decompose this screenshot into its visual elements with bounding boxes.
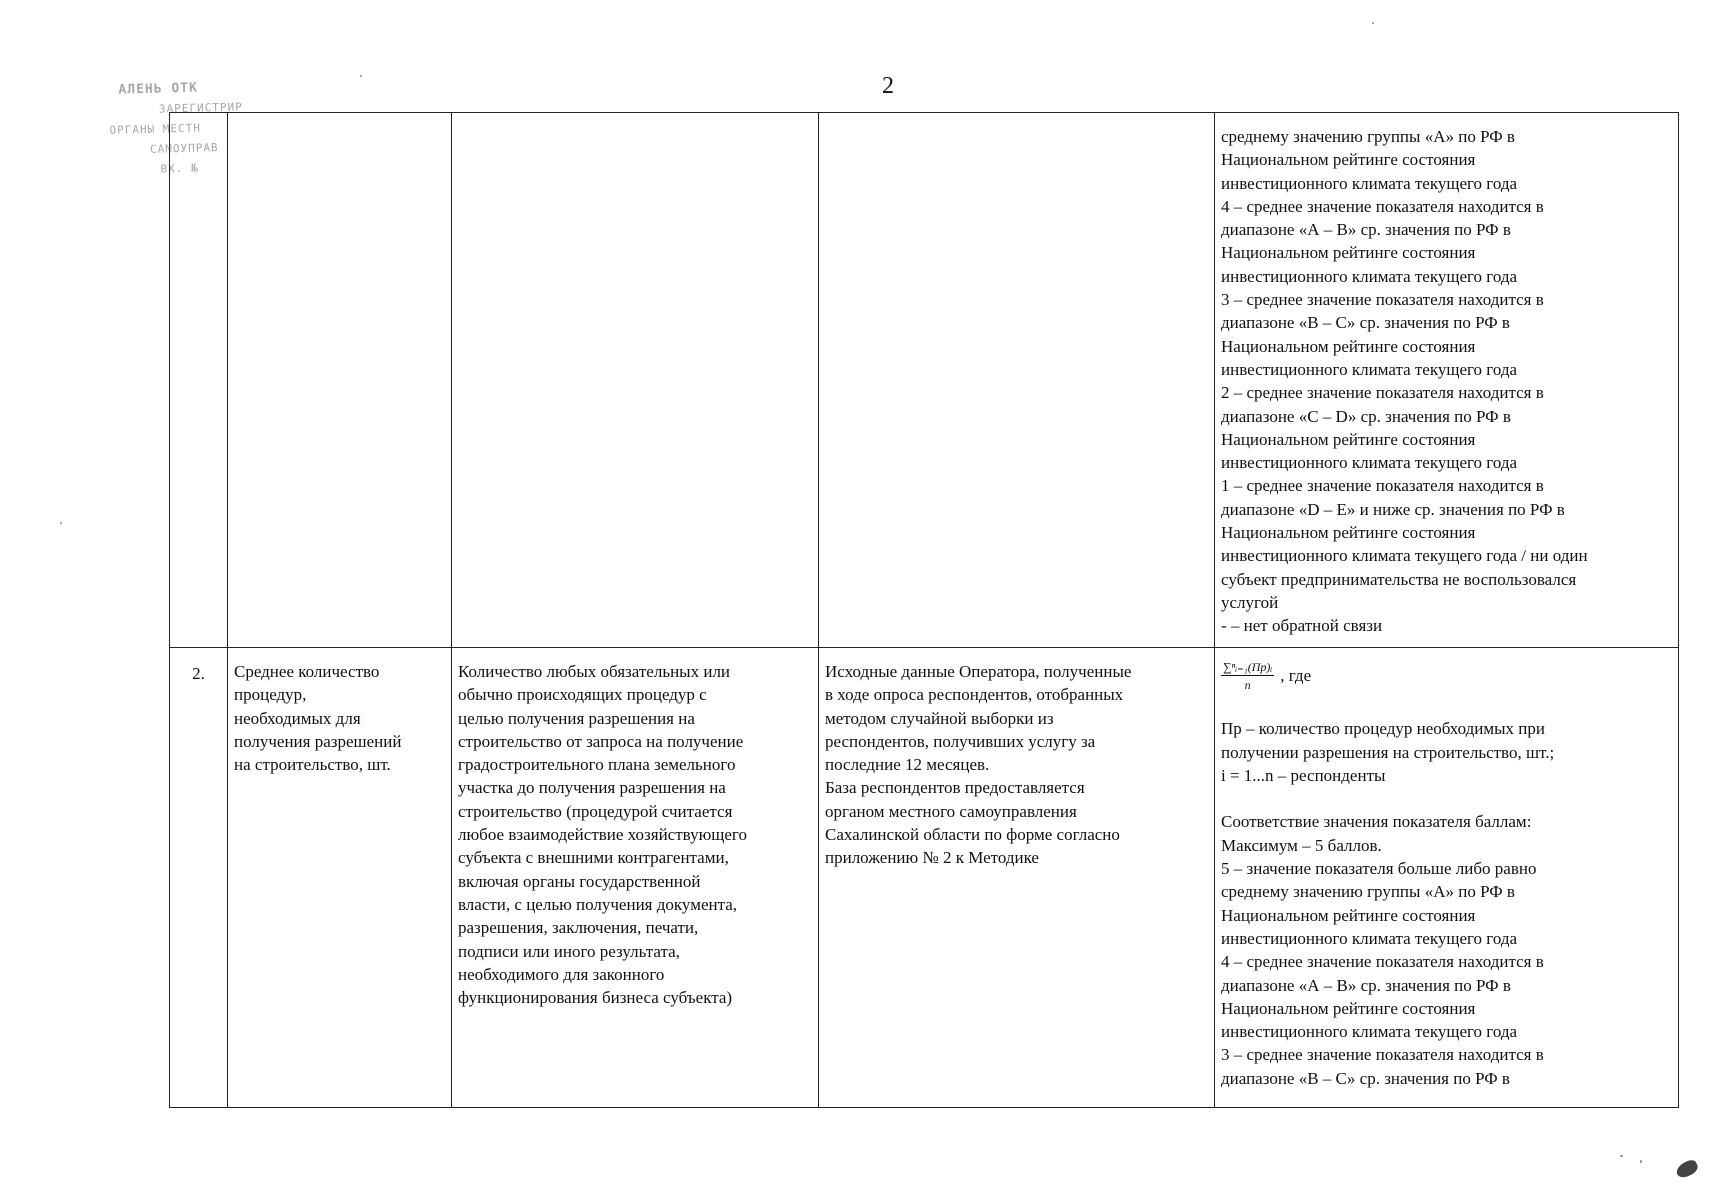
cell-number: [170, 648, 228, 1108]
definition-line: Количество любых обязательных или: [458, 662, 731, 681]
calculation-line: среднему значению группы «А» по РФ в: [1221, 882, 1515, 902]
stamp-line: АЛЕНЬ ОТК: [118, 80, 199, 98]
definition-line: целью получения разрешения на: [458, 708, 695, 728]
calculation-line: получении разрешения на строительство, шт.;: [1221, 742, 1555, 762]
cell-source: [819, 648, 1215, 1108]
calculation-line: 3 – среднее значение показателя находится в: [1221, 1045, 1544, 1065]
definition-line: градостроительного плана земельного: [458, 755, 736, 775]
stamp-line: ЗАРЕГИСТРИР: [158, 100, 243, 116]
source-line: Сахалинской области по форме согласно: [825, 825, 1120, 845]
calculation-line: инвестиционного климата текущего года: [1221, 359, 1518, 379]
definition-line: участка до получения разрешения на: [458, 778, 726, 798]
data-source: [819, 113, 1214, 125]
indicator-name-line: Среднее количество: [234, 662, 380, 681]
formula-denominator: n: [1244, 678, 1251, 692]
cell-number: [170, 113, 228, 648]
cell-name: [228, 113, 452, 648]
calculation-line: i = 1...n – респонденты: [1221, 765, 1386, 785]
calculation-line: диапазоне «D – E» и ниже ср. значения по РФ в: [1221, 499, 1565, 519]
indicator-definition: [452, 113, 818, 125]
scan-speck: [1640, 1160, 1642, 1163]
calculation-text: [1215, 648, 1678, 1090]
source-line: База респондентов предоставляется: [825, 778, 1085, 798]
scan-speck: [1620, 1155, 1623, 1157]
calculation-line: инвестиционного климата текущего года: [1221, 1022, 1518, 1042]
calculation-text: [1215, 113, 1678, 638]
page-number: 2: [882, 73, 894, 99]
formula-fraction: [1221, 660, 1274, 692]
calculation-line: - – нет обратной связи: [1221, 616, 1383, 636]
cell-definition: [452, 113, 819, 648]
definition-line: включая органы государственной: [458, 871, 701, 891]
indicator-name-line: процедур,: [234, 685, 307, 705]
calculation-line: диапазоне «А – В» ср. значения по РФ в: [1221, 220, 1511, 240]
calculation-line: Национальном рейтинге состояния: [1221, 998, 1476, 1018]
calculation-line: инвестиционного климата текущего года: [1221, 173, 1518, 193]
calculation-line: инвестиционного климата текущего года: [1221, 266, 1518, 286]
formula-suffix: , где: [1280, 666, 1312, 686]
calculation-line: инвестиционного климата текущего года: [1221, 453, 1518, 473]
calculation-line: диапазоне «В – С» ср. значения по РФ в: [1221, 313, 1510, 333]
calculation-line: Максимум – 5 баллов.: [1221, 835, 1382, 855]
formula-line: [1221, 660, 1674, 694]
cell-source: [819, 113, 1215, 648]
calculation-line: [1221, 694, 1674, 717]
definition-line: строительство (процедурой считается: [458, 801, 733, 821]
calculation-line: Национальном рейтинге состояния: [1221, 243, 1476, 263]
source-line: органом местного самоуправления: [825, 801, 1077, 821]
definition-line: власти, с целью получения документа,: [458, 894, 738, 914]
ink-blot: [1674, 1158, 1700, 1180]
indicators-table: [169, 112, 1679, 1108]
calculation-line: Национальном рейтинге состояния: [1221, 429, 1476, 449]
calculation-line: диапазоне «С – D» ср. значения по РФ в: [1221, 406, 1511, 426]
source-line: Исходные данные Оператора, полученные: [825, 662, 1132, 681]
data-source: [819, 648, 1214, 870]
calculation-line: Национальном рейтинге состояния: [1221, 523, 1476, 543]
indicator-name-line: получения разрешений: [234, 731, 402, 751]
calculation-line: Национальном рейтинге состояния: [1221, 150, 1476, 170]
row-number: 2.: [192, 664, 205, 683]
definition-line: субъекта с внешними контрагентами,: [458, 848, 729, 868]
indicator-name: [228, 648, 451, 776]
calculation-line: [1221, 787, 1674, 810]
cell-calculation: [1215, 648, 1679, 1108]
calculation-line: инвестиционного климата текущего года: [1221, 928, 1518, 948]
calculation-line: 4 – среднее значение показателя находится в: [1221, 196, 1544, 216]
source-line: приложению № 2 к Методике: [825, 848, 1039, 868]
definition-line: строительство от запроса на получение: [458, 731, 744, 751]
scan-speck: [1372, 22, 1374, 24]
calculation-line: среднему значению группы «А» по РФ в: [1221, 127, 1515, 146]
indicator-name: [228, 113, 451, 125]
formula-numerator: ∑ⁿᵢ₌₁(Пр)ᵢ: [1223, 660, 1273, 674]
cell-calculation: [1215, 113, 1679, 648]
calculation-line: 5 – значение показателя больше либо равно: [1221, 859, 1537, 879]
calculation-line: Национальном рейтинге состояния: [1221, 336, 1476, 356]
calculation-line: диапазоне «А – В» ср. значения по РФ в: [1221, 975, 1511, 995]
calculation-line: Пр – количество процедур необходимых при: [1221, 719, 1545, 739]
calculation-line: 2 – среднее значение показателя находится в: [1221, 383, 1544, 403]
stamp-line: САМОУПРАВ: [149, 141, 219, 156]
calculation-line: 1 – среднее значение показателя находится в: [1221, 476, 1544, 496]
scan-speck: [60, 522, 62, 524]
source-line: последние 12 месяцев.: [825, 755, 990, 775]
calculation-line: 3 – среднее значение показателя находится в: [1221, 290, 1544, 310]
calculation-line: услугой: [1221, 592, 1279, 612]
calculation-line: субъект предпринимательства не воспользовался: [1221, 569, 1577, 589]
definition-line: функционирования бизнеса субъекта): [458, 988, 733, 1008]
cell-name: [228, 648, 452, 1108]
indicator-name-line: на строительство, шт.: [234, 755, 391, 775]
definition-line: обычно происходящих процедур с: [458, 685, 707, 705]
definition-line: разрешения, заключения, печати,: [458, 918, 699, 938]
row-number: [170, 113, 227, 127]
stamp-line: ОРГАНЫ МЕСТН: [109, 121, 202, 137]
definition-line: подписи или иного результата,: [458, 941, 680, 961]
calculation-line: Национальном рейтинге состояния: [1221, 905, 1476, 925]
source-line: в ходе опроса респондентов, отобранных: [825, 685, 1124, 705]
calculation-line: Соответствие значения показателя баллам:: [1221, 812, 1532, 832]
definition-line: любое взаимодействие хозяйствующего: [458, 825, 747, 845]
source-line: методом случайной выборки из: [825, 708, 1054, 728]
indicator-definition: [452, 648, 818, 1009]
scan-speck: [360, 75, 362, 77]
stamp-line: ВХ. №: [160, 161, 199, 176]
definition-line: необходимого для законного: [458, 964, 665, 984]
source-line: респондентов, получивших услугу за: [825, 731, 1096, 751]
calculation-line: инвестиционного климата текущего года / ни один: [1221, 546, 1588, 566]
calculation-lines: [1221, 694, 1674, 1090]
cell-definition: [452, 648, 819, 1108]
table-row-continuation: [170, 113, 1679, 648]
calculation-line: 4 – среднее значение показателя находится в: [1221, 952, 1544, 972]
indicator-name-line: необходимых для: [234, 708, 361, 728]
calculation-line: диапазоне «В – С» ср. значения по РФ в: [1221, 1068, 1510, 1088]
table-row-2: [170, 648, 1679, 1108]
